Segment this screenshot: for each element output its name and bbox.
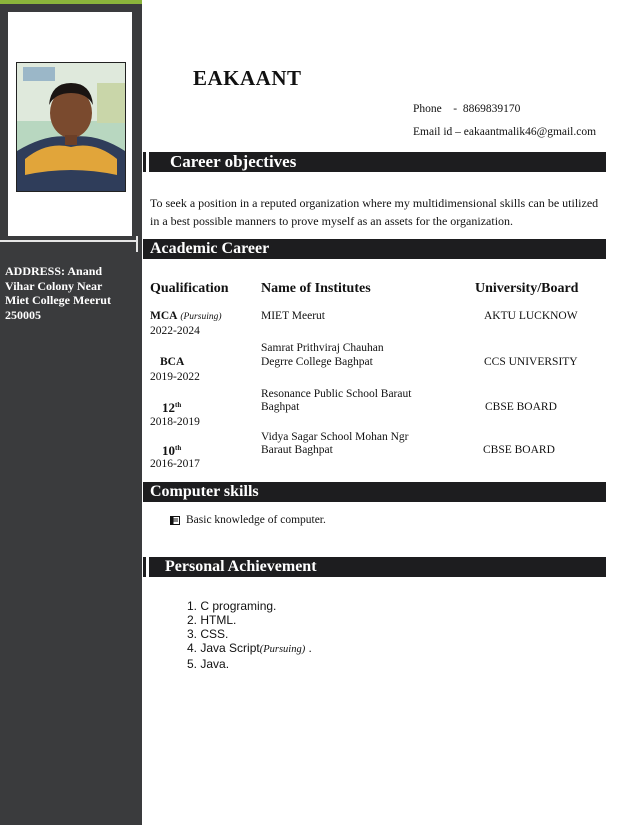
achievement-text: CSS. (200, 627, 229, 641)
achievement-text: Java Script (200, 641, 260, 655)
bar-tick (146, 152, 149, 172)
bullet-icon (170, 516, 180, 525)
section-title-academic: Academic Career (150, 240, 270, 257)
achievement-tail: . (305, 641, 312, 655)
address-line: ADDRESS: Anand (5, 264, 103, 278)
phone-line (413, 103, 520, 115)
achievement-text: Java. (200, 657, 230, 671)
achievement-number: 5. (187, 657, 198, 671)
phone-separator: - (453, 103, 458, 115)
sidebar-divider (0, 240, 138, 242)
board-name: CBSE BOARD (483, 444, 555, 456)
board-name: CCS UNIVERSITY (484, 356, 578, 368)
qualification-name: 10 (162, 442, 175, 458)
achievement-number: 1. (187, 599, 198, 613)
address-line: Miet College Meerut (5, 293, 111, 307)
institute-name-line2: Degrre College Baghpat (261, 356, 373, 368)
qualification-name: MCA (150, 310, 178, 322)
institute-name-line2: Baghpat (261, 401, 300, 413)
phone-label: Phone (413, 103, 442, 115)
achievement-number: 4. (187, 641, 198, 655)
board-name: CBSE BOARD (485, 401, 557, 413)
section-bar-academic (143, 239, 606, 259)
sidebar (0, 0, 142, 825)
address-block (5, 264, 135, 322)
institute-name: Resonance Public School Baraut (261, 388, 412, 400)
candidate-name: EAKAANT (193, 66, 302, 90)
section-bar-achievement (143, 557, 606, 577)
email-label: Email id (413, 126, 453, 138)
achievement-item (187, 613, 312, 627)
achievement-text: C programing. (200, 599, 277, 613)
section-title-skills: Computer skills (150, 483, 259, 500)
institute-name: MIET Meerut (261, 310, 325, 322)
photo-frame (8, 12, 132, 236)
bar-tick (146, 557, 149, 577)
achievement-number: 3. (187, 627, 198, 641)
academic-qualification (150, 309, 222, 324)
address-line: 250005 (5, 307, 41, 322)
academic-years: 2019-2022 (150, 371, 200, 383)
academic-years: 2022-2024 (150, 325, 200, 337)
achievement-item (187, 599, 312, 613)
col-header-institutes: Name of Institutes (261, 281, 371, 296)
qualification-note: (Pursuing) (180, 312, 222, 322)
achievement-item (187, 657, 312, 671)
col-header-board: University/Board (475, 281, 579, 296)
qualification-name: BCA (160, 356, 185, 368)
address-line: Vihar Colony Near (5, 278, 103, 293)
objective-text: To seek a position in a reputed organization where my multidimensional skills can be utilized in a best possible manners to prove myself as an assets for the organization. (150, 196, 599, 228)
academic-qualification (162, 398, 181, 416)
institute-name: Samrat Prithviraj Chauhan (261, 342, 384, 354)
section-bar-career (143, 152, 606, 172)
skill-item (170, 514, 326, 526)
achievement-item (187, 627, 312, 641)
qualification-suffix: th (175, 401, 182, 409)
email-address: eakaantmalik46@gmail.com (463, 126, 597, 138)
email-line (413, 126, 596, 138)
sidebar-accent-strip (0, 0, 142, 4)
section-title-career: Career objectives (170, 152, 297, 171)
achievement-list (187, 599, 312, 671)
skill-text: Basic knowledge of computer. (186, 514, 326, 526)
board-name: AKTU LUCKNOW (484, 310, 578, 322)
sidebar-divider-vertical (136, 236, 138, 252)
section-title-achievement: Personal Achievement (165, 558, 317, 575)
achievement-item (187, 641, 312, 657)
academic-years: 2016-2017 (150, 458, 200, 470)
section-bar-skills (143, 482, 606, 502)
profile-photo (16, 62, 126, 192)
institute-name-line2: Baraut Baghpat (261, 444, 333, 456)
col-header-qualification: Qualification (150, 281, 229, 296)
qualification-name: 12 (162, 399, 175, 415)
academic-years: 2018-2019 (150, 416, 200, 428)
phone-number: 8869839170 (462, 103, 521, 115)
qualification-suffix: th (175, 444, 182, 452)
achievement-number: 2. (187, 613, 198, 627)
achievement-note: (Pursuing) (259, 644, 306, 655)
email-separator: – (455, 126, 461, 138)
achievement-text: HTML. (200, 613, 237, 627)
academic-qualification (160, 355, 184, 369)
institute-name: Vidya Sagar School Mohan Ngr (261, 431, 409, 443)
